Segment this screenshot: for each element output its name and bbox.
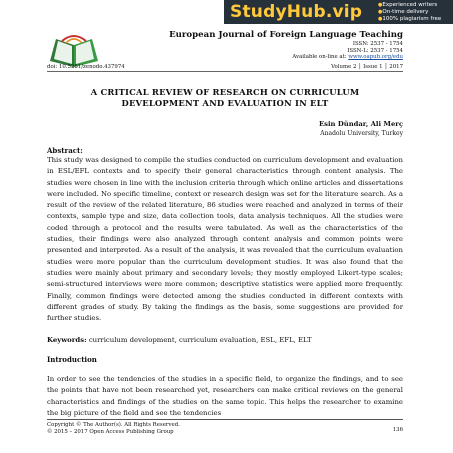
- issn: ISSN: 2537 - 1754: [352, 41, 403, 47]
- keywords: [47, 336, 403, 344]
- paper-title: [47, 87, 403, 108]
- affiliation: Anadolu University, Turkey: [320, 130, 403, 137]
- studyhub-watermark-banner[interactable]: [224, 0, 453, 24]
- doi-volume-row: [47, 64, 403, 72]
- journal-availability: [292, 54, 403, 61]
- paper-title-line: DEVELOPMENT AND EVALUATION IN ELT: [121, 97, 329, 108]
- introduction-heading: Introduction: [47, 355, 97, 364]
- doi[interactable]: doi: 10.5281/zenodo.437974: [47, 64, 125, 70]
- year: 2017: [389, 64, 403, 70]
- footer-copyright: Copyright © The Author(s). All Rights Reserved.: [47, 422, 180, 428]
- banner-feature: ● 100% plagiarism free: [378, 16, 441, 23]
- paper-title-line: A CRITICAL REVIEW OF RESEARCH ON CURRICULUM: [90, 87, 360, 97]
- journal-title: European Journal of Foreign Language Teaching: [169, 30, 403, 40]
- issn-l: ISSN-L: 2537 - 1754: [347, 47, 403, 54]
- page-number: 136: [392, 427, 403, 433]
- introduction-text: In order to see the tendencies of the studies in a specific field, to organize the findings, and to see the points that have not been researched yet, researchers can make critical reviews on the general characteristics and findings of the studies on the same topic. This helps the researcher to examine the big picture of the field and see the tendencies: [47, 375, 403, 417]
- keywords-label: Keywords:: [47, 336, 87, 344]
- banner-feature: ● On-time delivery: [378, 9, 441, 16]
- authors: Esin Dündar, Ali Merç: [318, 120, 403, 128]
- abstract-text: This study was designed to compile the studies conducted on curriculum development and evaluation in ESL/EFL contexts and to specify their general characteristics through content analysis. The studies were chosen in line with the inclusion criteria through which online articles and dissertations were included. No specific timeline, context or research design was set for the literature search. As a result of the review of the related literature, 86 studies were reached and analyzed in terms of their contexts, sample type and size, data collection tools, data analysis techniques. All the studies were coded through a protocol and the results were tabulated. As well as the characteristics of the studies, their findings were also analyzed through content analysis and common points were presented and interpreted. As a result of the analysis, it was revealed that the curriculum evaluation studies were more popular than the curriculum development studies. It was also found that the studies were mainly about primary and secondary levels; they mostly employed Likert-type scales; semi-structured interviews were more common; descriptive statistics were applied more frequently. Finally, common findings were detected among the studies conducted in different contexts with different grades of study. By taking the findings as the basis, some suggestions are provided for further studies.: [47, 156, 403, 323]
- journal-url-link[interactable]: www.oapub.org/edu: [348, 54, 403, 61]
- page-footer: [47, 419, 403, 436]
- footer-publisher: © 2015 – 2017 Open Access Publishing Group: [47, 428, 174, 435]
- banner-feature: ● Experienced writers: [378, 2, 441, 9]
- keywords-text: curriculum development, curriculum evaluation, ESL, EFL, ELT: [86, 336, 312, 344]
- studyhub-logo-text: StudyHub.vip: [230, 2, 363, 22]
- volume-issue-year: Volume 2 │ Issue 1 │ 2017: [331, 64, 403, 70]
- banner-feature-list: [378, 2, 441, 23]
- abstract-heading: Abstract:: [47, 146, 83, 155]
- issue: Issue 1: [363, 64, 383, 70]
- availability-label: Available on-line at:: [292, 54, 349, 61]
- volume: Volume 2: [331, 64, 357, 70]
- journal-issn-block: [292, 41, 403, 61]
